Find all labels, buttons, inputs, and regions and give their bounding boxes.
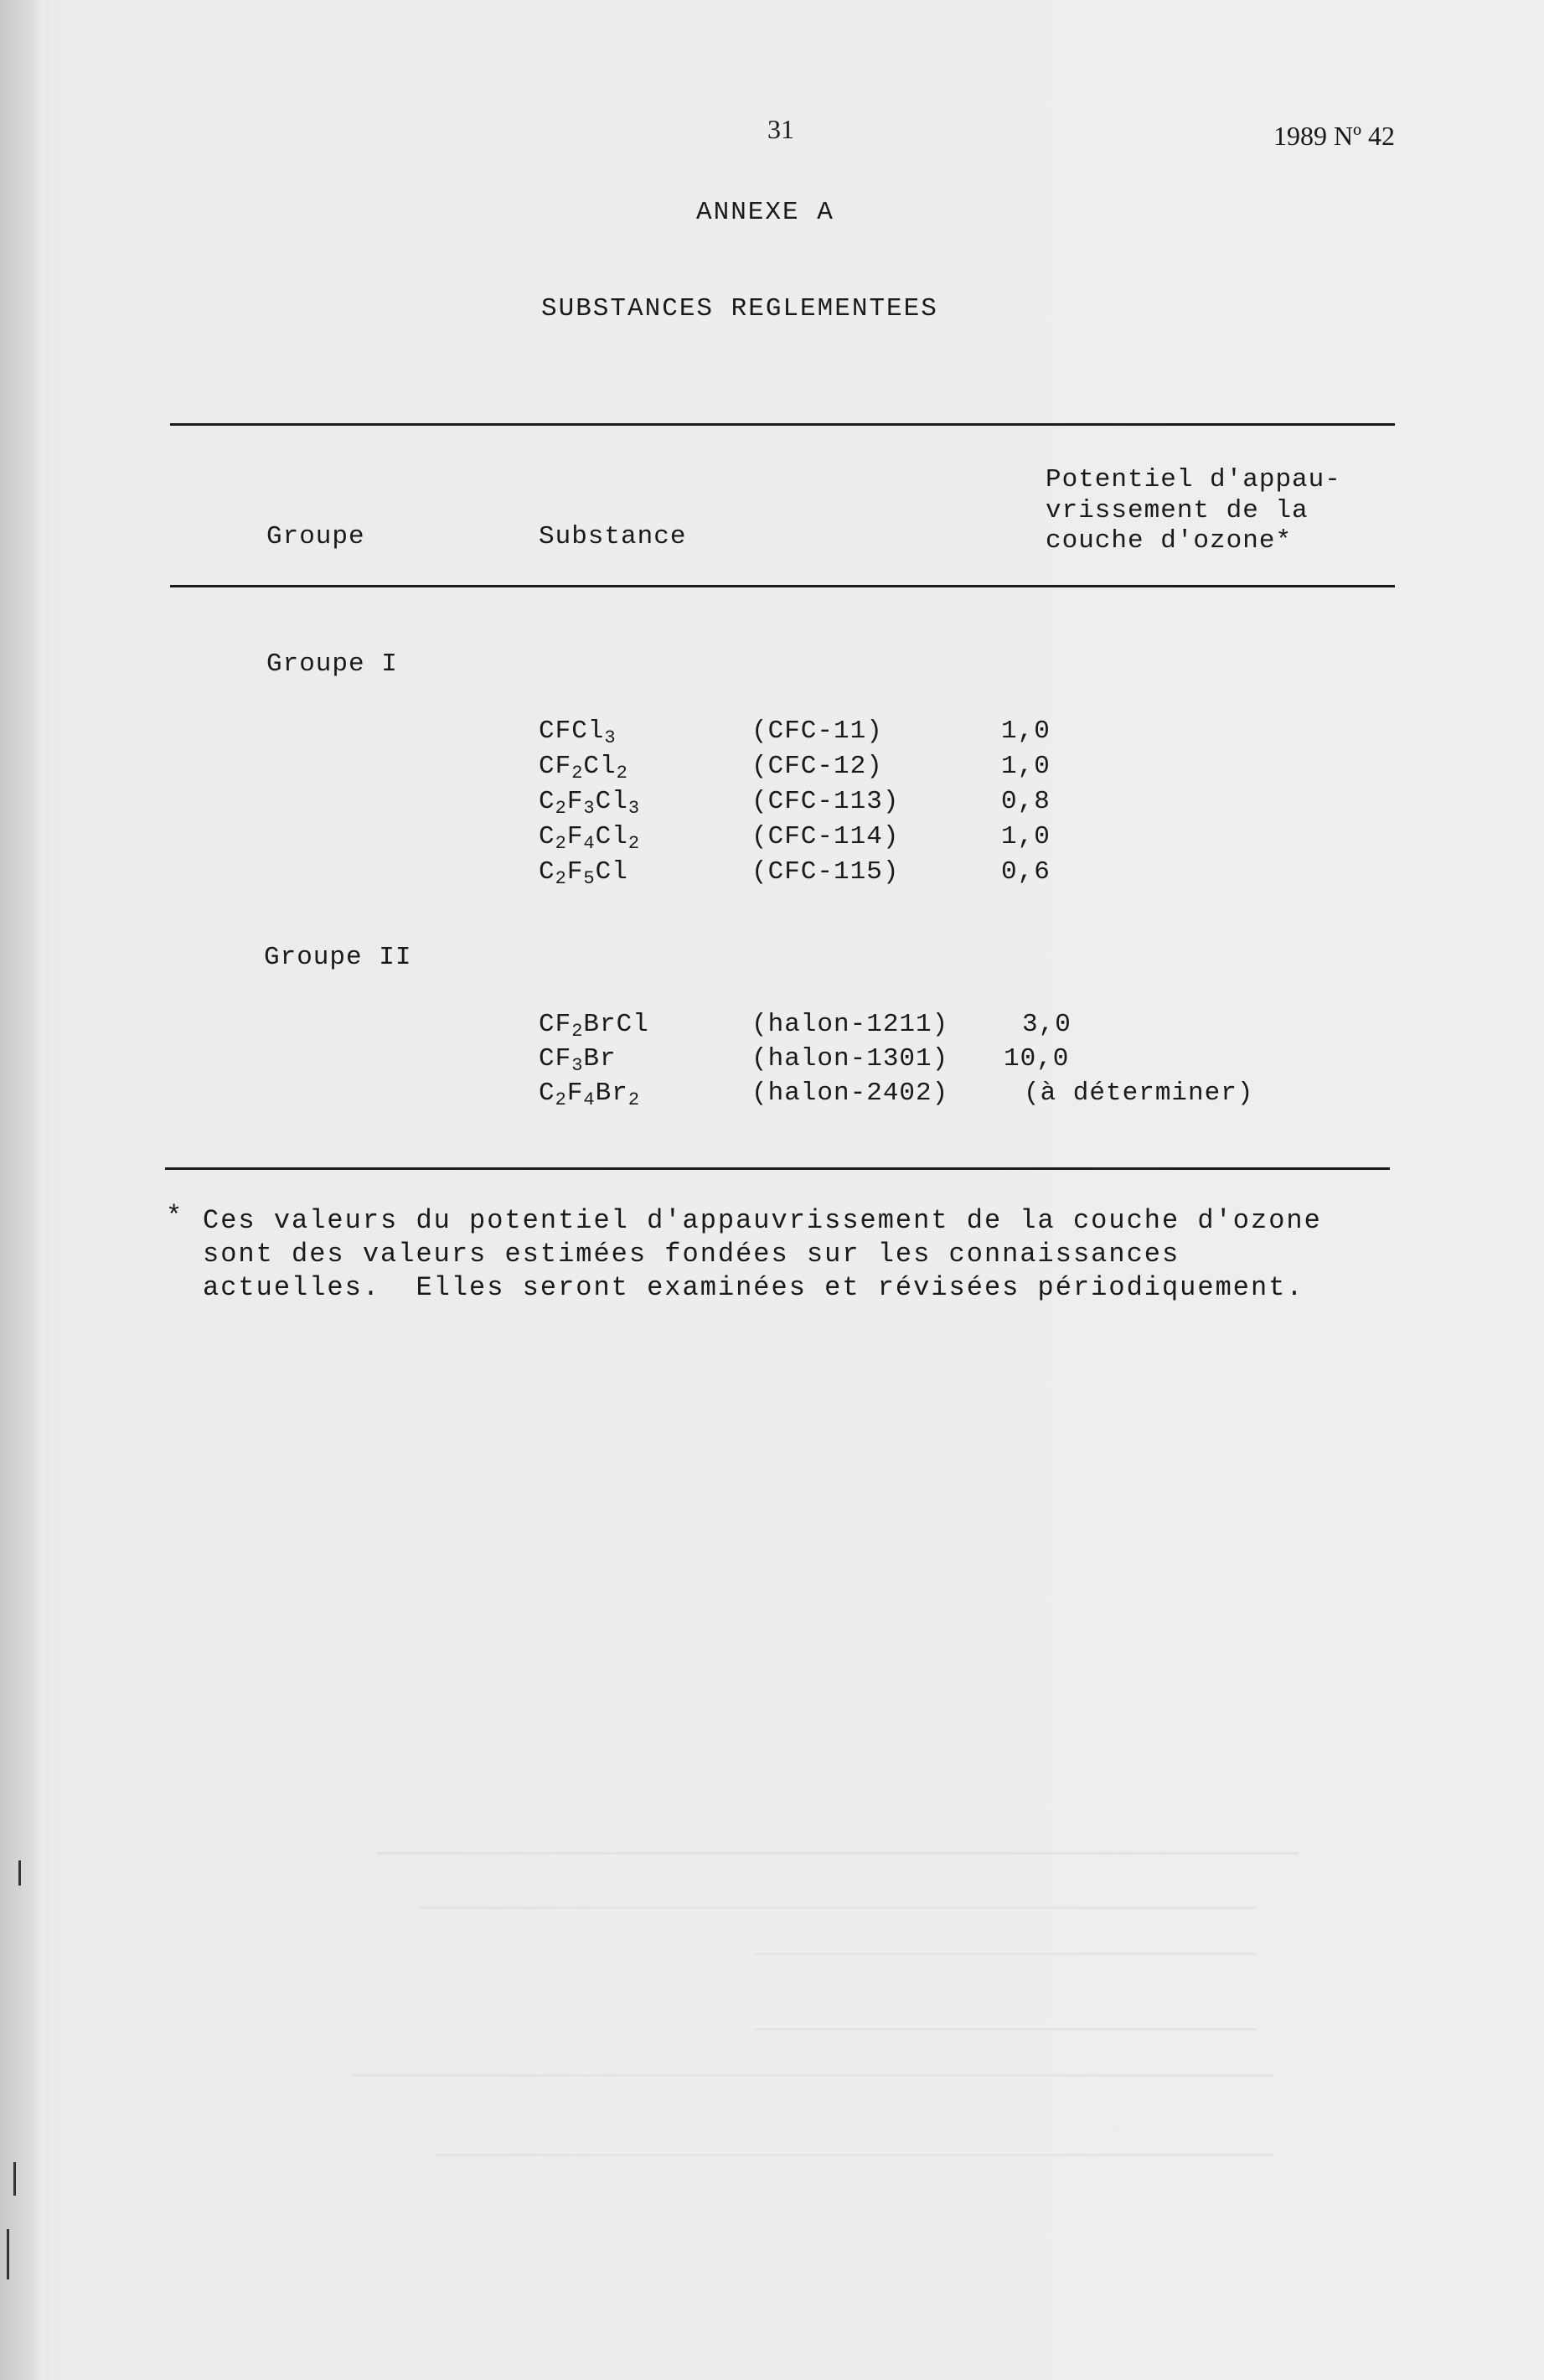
show-through-text <box>436 2154 1273 2156</box>
ozone-potential-value: 0,8 <box>1001 787 1051 816</box>
issue-number: 1989 Nº 42 <box>1273 121 1396 151</box>
substance-formula: $C_2F_4Cl_2$ <box>539 822 641 854</box>
group-label: Groupe II <box>264 943 412 972</box>
col-header-potential-2: vrissement de la <box>1046 496 1309 525</box>
annex-subtitle: SUBSTANCES REGLEMENTEES <box>541 294 938 323</box>
show-through-text <box>419 1907 1257 1909</box>
ozone-potential-value: 0,6 <box>1001 857 1051 887</box>
page-number: 31 <box>767 114 794 144</box>
ozone-potential-value: 1,0 <box>1001 717 1051 746</box>
binding-mark <box>13 2162 16 2196</box>
ozone-potential-value: (à déterminer) <box>1024 1079 1254 1108</box>
ozone-potential-value: 1,0 <box>1001 752 1051 781</box>
substance-code: (CFC-11) <box>751 717 883 746</box>
substance-code: (CFC-115) <box>751 857 900 887</box>
substance-formula: $C_2F_4Br_2$ <box>539 1079 641 1110</box>
ozone-potential-value: 10,0 <box>1004 1044 1070 1074</box>
col-header-substance: Substance <box>539 522 687 551</box>
col-header-potential-3: couche d'ozone* <box>1046 526 1293 556</box>
substance-formula: CFCl$_3$ <box>539 717 617 748</box>
substance-code: (CFC-12) <box>751 752 883 781</box>
substance-formula: $C_2F_5Cl$ <box>539 857 628 889</box>
substance-formula: $CF_2BrCl$ <box>539 1010 649 1042</box>
ozone-potential-value: 1,0 <box>1001 822 1051 851</box>
substance-formula: $CF_2Cl_2$ <box>539 752 628 784</box>
show-through-text <box>754 2028 1257 2031</box>
show-through-text <box>754 1953 1257 1955</box>
substance-formula: $C_2F_3Cl_3$ <box>539 787 641 819</box>
footnote-line: Ces valeurs du potentiel d'appauvrissement de la couche d'ozone <box>203 1205 1322 1236</box>
col-header-potential-1: Potentiel d'appau- <box>1046 465 1341 494</box>
substance-formula: $CF_3Br$ <box>539 1044 617 1076</box>
substance-code: (halon-1211) <box>751 1010 949 1039</box>
substance-code: (CFC-113) <box>751 787 900 816</box>
substance-code: (halon-1301) <box>751 1044 949 1074</box>
ozone-potential-value: 3,0 <box>1022 1010 1072 1039</box>
substance-code: (CFC-114) <box>751 822 900 851</box>
group-label: Groupe I <box>266 649 398 679</box>
show-through-text <box>377 1852 1299 1855</box>
table-top-rule <box>170 423 1395 426</box>
annex-title: ANNEXE A <box>696 198 834 227</box>
table-bottom-rule <box>165 1167 1390 1170</box>
footnote-line: sont des valeurs estimées fondées sur les connaissances <box>203 1239 1180 1270</box>
col-header-group: Groupe <box>266 522 365 551</box>
table-header-rule <box>170 585 1395 587</box>
footnote-line: actuelles. Elles seront examinées et révisées périodiquement. <box>203 1272 1304 1303</box>
binding-mark <box>7 2229 9 2279</box>
binding-shadow <box>0 0 42 2380</box>
binding-mark <box>18 1860 21 1886</box>
footnote-marker: * <box>166 1201 184 1232</box>
show-through-text <box>352 2074 1273 2077</box>
substance-code: (halon-2402) <box>751 1079 949 1108</box>
